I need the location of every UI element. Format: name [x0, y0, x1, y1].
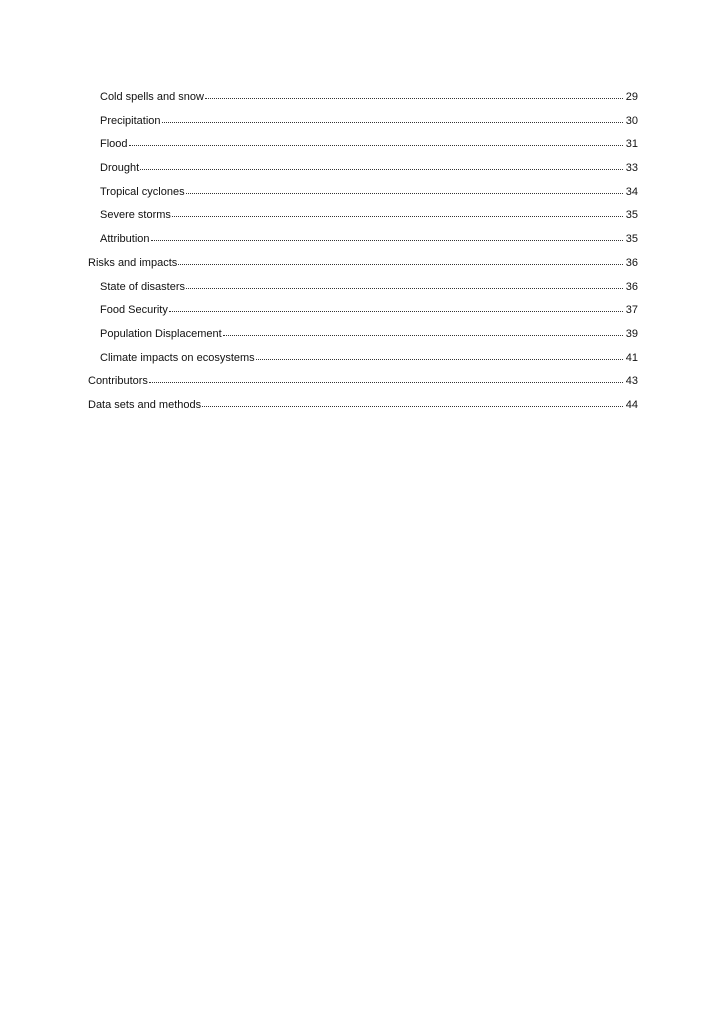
toc-entry-title[interactable]: Contributors — [88, 375, 148, 388]
toc-page-number[interactable]: 39 — [625, 327, 638, 340]
toc-entry-title[interactable]: Tropical cyclones — [100, 185, 185, 198]
dot-leader — [140, 158, 623, 170]
toc-entry-climate-impacts-on-ecosystems[interactable] — [88, 349, 638, 373]
dot-leader — [223, 324, 623, 336]
toc-page-number[interactable]: 34 — [625, 185, 638, 198]
toc-entry-contributors[interactable] — [88, 372, 638, 396]
toc-entry-population-displacement[interactable] — [88, 325, 638, 349]
toc-page-number[interactable]: 30 — [625, 114, 638, 127]
toc-page-number[interactable]: 35 — [625, 209, 638, 222]
toc-entry-title[interactable]: Food Security — [100, 304, 168, 317]
toc-entry-title[interactable]: Flood — [100, 138, 128, 151]
toc-page-number[interactable]: 37 — [625, 304, 638, 317]
toc-entry-drought[interactable] — [88, 159, 638, 183]
dot-leader — [172, 205, 623, 217]
dot-leader — [186, 277, 623, 289]
toc-entry-precipitation[interactable] — [88, 112, 638, 136]
toc-entry-risks-and-impacts[interactable] — [88, 254, 638, 278]
toc-page-number[interactable]: 36 — [625, 256, 638, 269]
dot-leader — [178, 253, 623, 265]
toc-entry-food-security[interactable] — [88, 301, 638, 325]
dot-leader — [256, 348, 623, 360]
toc-page-number[interactable]: 44 — [625, 398, 638, 411]
toc-entry-data-sets-and-methods[interactable] — [88, 396, 638, 420]
table-of-contents — [88, 88, 638, 420]
toc-entry-title[interactable]: Population Displacement — [100, 327, 222, 340]
dot-leader — [129, 134, 623, 146]
dot-leader — [149, 371, 623, 383]
toc-entry-title[interactable]: Drought — [100, 162, 140, 175]
toc-entry-title[interactable]: State of disasters — [100, 280, 185, 293]
toc-entry-severe-storms[interactable] — [88, 206, 638, 230]
dot-leader — [205, 87, 623, 99]
toc-entry-title[interactable]: Attribution — [100, 233, 150, 246]
toc-entry-title[interactable]: Risks and impacts — [88, 256, 178, 269]
toc-page-number[interactable]: 31 — [625, 138, 638, 151]
dot-leader — [162, 111, 623, 123]
toc-entry-cold-spells-and-snow[interactable] — [88, 88, 638, 112]
toc-entry-attribution[interactable] — [88, 230, 638, 254]
toc-page-number[interactable]: 29 — [625, 91, 638, 103]
dot-leader — [186, 182, 623, 194]
toc-entry-flood[interactable] — [88, 135, 638, 159]
toc-page-number[interactable]: 33 — [625, 162, 638, 175]
toc-entry-title[interactable]: Cold spells and snow — [100, 91, 204, 103]
toc-entry-title[interactable]: Climate impacts on ecosystems — [100, 351, 255, 364]
dot-leader — [202, 395, 623, 407]
toc-entry-title[interactable]: Data sets and methods — [88, 398, 202, 411]
toc-entry-title[interactable]: Severe storms — [100, 209, 171, 222]
toc-entry-tropical-cyclones[interactable] — [88, 183, 638, 207]
toc-page-number[interactable]: 36 — [625, 280, 638, 293]
toc-page-number[interactable]: 35 — [625, 233, 638, 246]
dot-leader — [151, 229, 623, 241]
toc-page-number[interactable]: 41 — [625, 351, 638, 364]
toc-page-number[interactable]: 43 — [625, 375, 638, 388]
toc-entry-state-of-disasters[interactable] — [88, 278, 638, 302]
dot-leader — [169, 300, 623, 312]
toc-entry-title[interactable]: Precipitation — [100, 114, 161, 127]
